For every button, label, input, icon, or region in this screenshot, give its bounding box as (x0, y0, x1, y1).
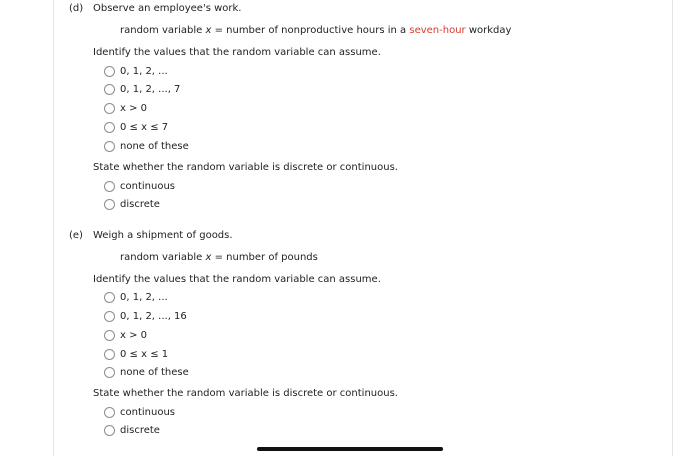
radio-button[interactable] (104, 330, 115, 341)
radio-button[interactable] (104, 199, 115, 210)
variable-prefix: random variable (120, 252, 206, 263)
radio-button[interactable] (104, 122, 115, 133)
radio-button[interactable] (104, 407, 115, 418)
radio-button[interactable] (104, 84, 115, 95)
home-indicator (257, 447, 443, 451)
part-d-value-option-4[interactable] (104, 120, 168, 134)
variable-symbol: x (205, 252, 212, 263)
radio-button[interactable] (104, 311, 115, 322)
part-d-title-text: Observe an employee's work. (93, 3, 242, 14)
part-d-values-question: Identify the values that the random variable can assume. (93, 47, 381, 58)
option-label: 0, 1, 2, ..., 7 (120, 83, 181, 95)
variable-prefix: random variable (120, 25, 206, 36)
option-label: x > 0 (120, 329, 148, 341)
variable-description: = number of pounds (211, 252, 318, 263)
radio-button[interactable] (104, 367, 115, 378)
radio-button[interactable] (104, 103, 115, 114)
part-e-variable-definition (120, 252, 318, 263)
option-label: continuous (120, 180, 175, 192)
option-label: none of these (120, 140, 189, 152)
part-e-type-option-continuous[interactable] (104, 405, 175, 419)
part-d-value-option-3[interactable] (104, 101, 147, 115)
left-divider (53, 0, 54, 456)
option-label: discrete (120, 424, 160, 436)
part-d-type-question: State whether the random variable is discrete or continuous. (93, 162, 398, 173)
part-e-letter: (e) (69, 230, 83, 241)
option-label: 0, 1, 2, ... (120, 291, 168, 303)
part-d-variable-definition (120, 25, 511, 36)
part-e-value-option-4[interactable] (104, 347, 168, 361)
part-d-type-option-discrete[interactable] (104, 197, 160, 211)
part-e-title (69, 230, 233, 241)
option-label: 0 ≤ x ≤ 1 (120, 348, 169, 360)
radio-button[interactable] (104, 292, 115, 303)
radio-button[interactable] (104, 181, 115, 192)
highlighted-term: seven-hour (409, 25, 466, 36)
part-e-value-option-1[interactable] (104, 290, 168, 304)
option-label: continuous (120, 406, 175, 418)
radio-button[interactable] (104, 349, 115, 360)
radio-button[interactable] (104, 141, 115, 152)
option-label: x > 0 (120, 102, 148, 114)
part-d-value-option-1[interactable] (104, 64, 168, 78)
radio-button[interactable] (104, 66, 115, 77)
part-d-letter: (d) (69, 3, 84, 14)
variable-description: = number of nonproductive hours in a (211, 25, 410, 36)
part-d-value-option-5[interactable] (104, 139, 189, 153)
option-label: none of these (120, 366, 189, 378)
part-d-type-option-continuous[interactable] (104, 179, 175, 193)
part-d-title (69, 3, 241, 14)
part-e-title-text: Weigh a shipment of goods. (93, 230, 233, 241)
part-e-value-option-5[interactable] (104, 365, 189, 379)
option-label: 0, 1, 2, ..., 16 (120, 310, 187, 322)
option-label: 0, 1, 2, ... (120, 65, 168, 77)
radio-button[interactable] (104, 425, 115, 436)
option-label: 0 ≤ x ≤ 7 (120, 121, 169, 133)
part-e-value-option-3[interactable] (104, 328, 147, 342)
option-label: discrete (120, 198, 160, 210)
part-d-value-option-2[interactable] (104, 82, 180, 96)
variable-symbol: x (205, 25, 212, 36)
part-e-values-question: Identify the values that the random variable can assume. (93, 274, 381, 285)
part-e-type-question: State whether the random variable is discrete or continuous. (93, 388, 398, 399)
part-e-value-option-2[interactable] (104, 309, 187, 323)
part-e-type-option-discrete[interactable] (104, 423, 160, 437)
variable-suffix: workday (465, 25, 512, 36)
right-divider (672, 0, 673, 456)
